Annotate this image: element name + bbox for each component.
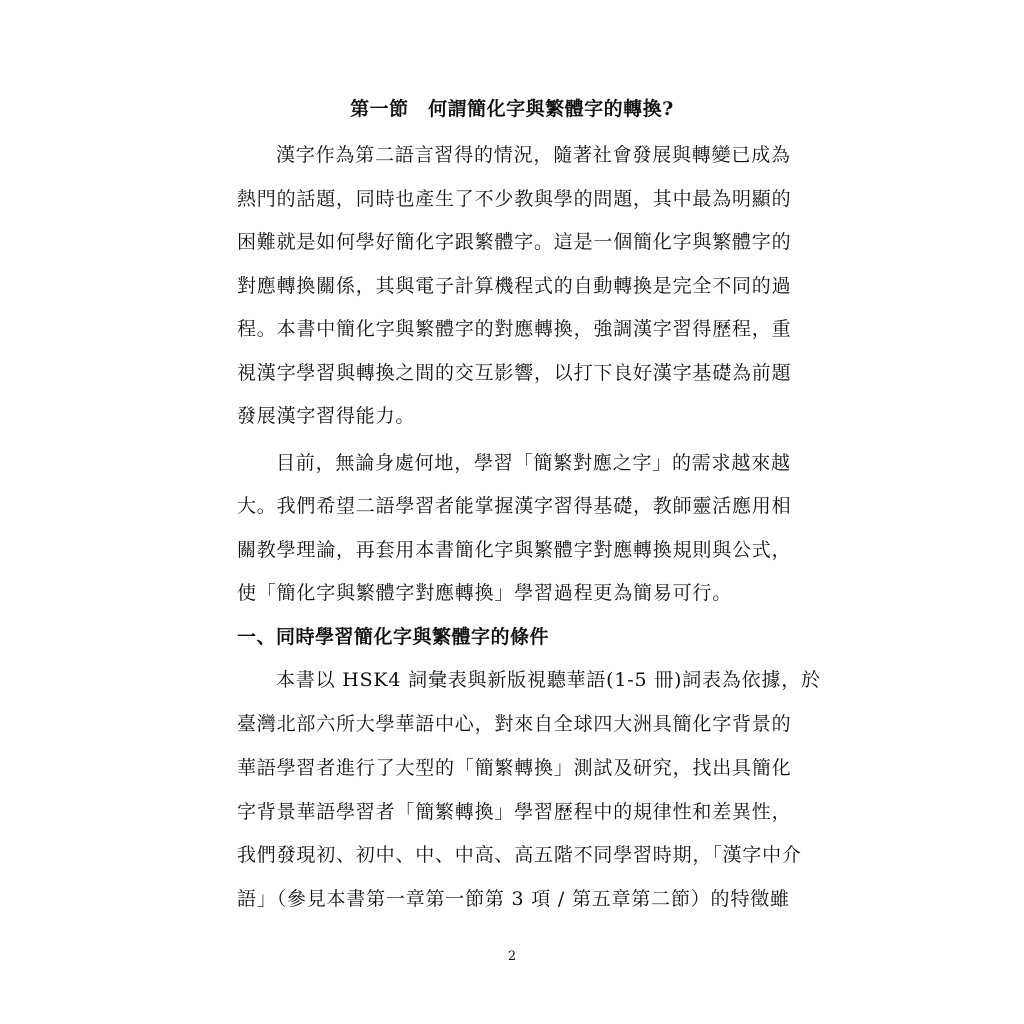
paragraph-line: 臺灣北部六所大學華語中心，對來自全球四大洲具簡化字背景的: [237, 713, 792, 735]
paragraph-line: 目前，無論身處何地，學習「簡繁對應之字」的需求越來越: [276, 452, 791, 474]
paragraph-line: 華語學習者進行了大型的「簡繁轉換」測試及研究，找出具簡化: [237, 757, 792, 779]
paragraph-line: 使「簡化字與繁體字對應轉換」學習過程更為簡易可行。: [237, 582, 733, 604]
paragraph-line: 熱門的話題，同時也產生了不少教與學的問題，其中最為明顯的: [237, 188, 792, 210]
paragraph-line: 視漢字學習與轉換之間的交互影響，以打下良好漢字基礎為前題: [237, 362, 792, 384]
paragraph-line: 我們發現初、初中、中、中高、高五階不同學習時期，「漢字中介: [237, 844, 802, 866]
paragraph-line: 漢字作為第二語言習得的情況，隨著社會發展與轉變已成為: [276, 144, 791, 166]
paragraph-line: 困難就是如何學好簡化字跟繁體字。這是一個簡化字與繁體字的: [237, 231, 792, 253]
paragraph-line: 對應轉換關係，其與電子計算機程式的自動轉換是完全不同的過: [237, 275, 792, 297]
paragraph-line: 大。我們希望二語學習者能掌握漢字習得基礎，教師靈活應用相: [237, 495, 792, 517]
paragraph-line: 字背景華語學習者「簡繁轉換」學習歷程中的規律性和差異性，: [237, 801, 792, 823]
section-title: 第一節 何謂簡化字與繁體字的轉換?: [350, 98, 674, 120]
subheading: 一、同時學習簡化字與繁體字的條件: [237, 626, 550, 648]
paragraph-line: 關教學理論，再套用本書簡化字與繁體字對應轉換規則與公式，: [237, 539, 792, 561]
paragraph-line: 本書以 HSK4 詞彙表與新版視聽華語(1-5 冊)詞表為依據，於: [276, 669, 821, 691]
paragraph-line: 程。本書中簡化字與繁體字的對應轉換，強調漢字習得歷程，重: [237, 318, 792, 340]
paragraph-line: 語」（參見本書第一章第一節第 3 項 / 第五章第二節）的特徵雖: [237, 888, 790, 910]
page-number: 2: [507, 949, 517, 964]
paragraph-line: 發展漢字習得能力。: [237, 405, 416, 427]
